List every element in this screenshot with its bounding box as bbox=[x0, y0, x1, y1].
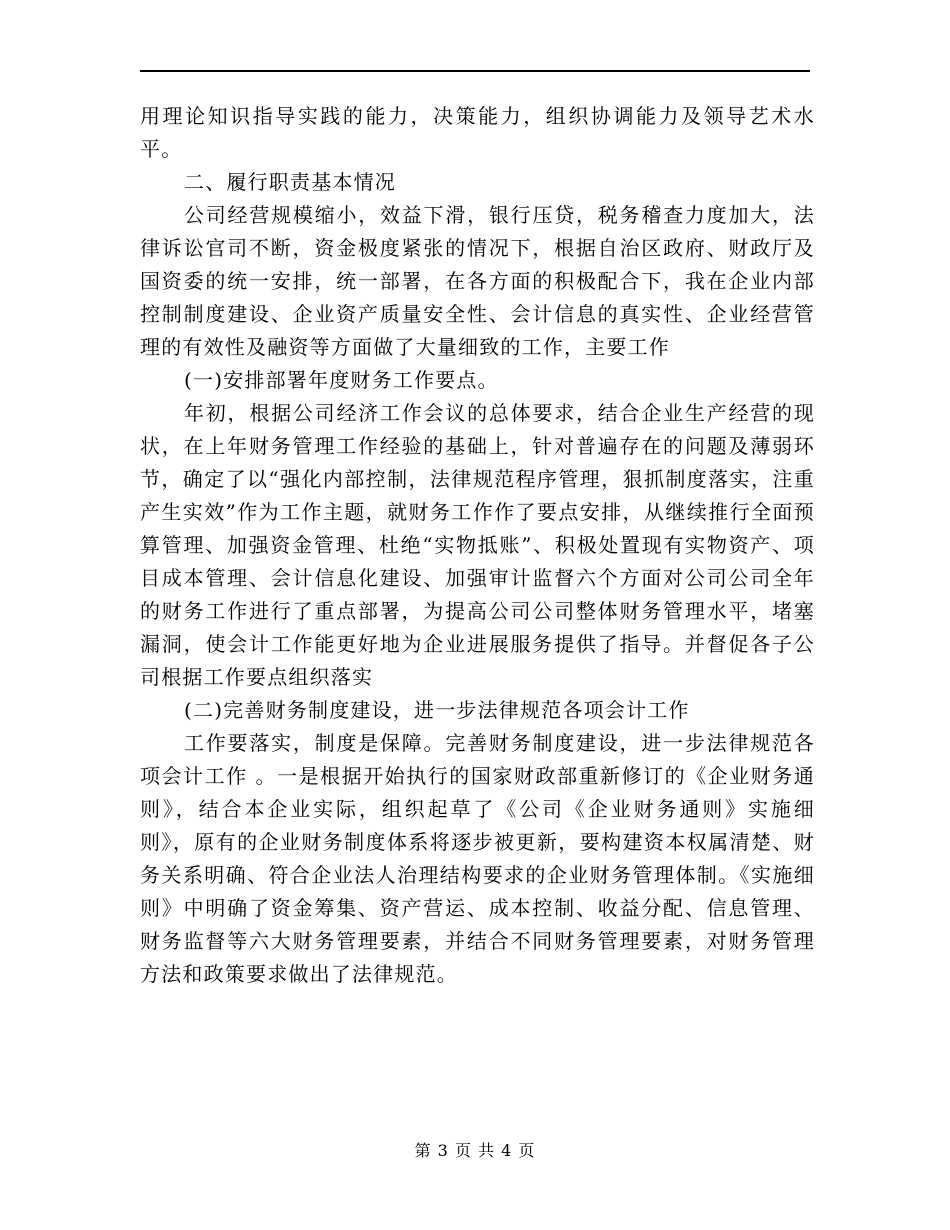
paragraph: 工作要落实，制度是保障。完善财务制度建设，进一步法律规范各项会计工作 。一是根据开始执行的国家财政部重新修订的《企业财务通则》，结合本企业实际，组织起草了《公司《企业财务通则》实施细则》，原有的企业财务制度体系将逐步被更新，要构建资本权属清楚、财务关系明确、符合企业法人治理结构要求的企业财务管理体制。《实施细则》中明确了资金筹集、资产营运、成本控制、收益分配、信息管理、财务监督等六大财务管理要素，并结合不同财务管理要素，对财务管理方法和政策要求做出了法律规范。 bbox=[140, 731, 815, 986]
paragraph-continuation: 用理论知识指导实践的能力，决策能力，组织协调能力及领导艺术水平。 bbox=[140, 104, 815, 161]
header-rule bbox=[140, 70, 810, 72]
paragraph: 公司经营规模缩小，效益下滑，银行压贷，税务稽查力度加大，法律诉讼官司不断，资金极度紧张的情况下，根据自治区政府、财政厅及国资委的统一安排，统一部署，在各方面的积极配合下，我在企业内部控制制度建设、企业资产质量安全性、会计信息的真实性、企业经营管理的有效性及融资等方面做了大量细致的工作，主要工作 bbox=[140, 203, 815, 359]
subsection-heading: (一)安排部署年度财务工作要点。 bbox=[184, 368, 499, 392]
document-body bbox=[140, 100, 815, 991]
page-number: 第 3 页 共 4 页 bbox=[414, 1141, 536, 1160]
paragraph: 年初，根据公司经济工作会议的总体要求，结合企业生产经营的现状，在上年财务管理工作经验的基础上，针对普遍存在的问题及薄弱环节，确定了以“强化内部控制，法律规范程序管理，狠抓制度落实，注重产生实效”作为工作主题，就财务工作作了要点安排，从继续推行全面预算管理、加强资金管理、杜绝“实物抵账”、积极处置现有实物资产、项目成本管理、会计信息化建设、加强审计监督六个方面对公司公司全年的财务工作进行了重点部署，为提高公司公司整体财务管理水平，堵塞漏洞，使会计工作能更好地为企业进展服务提供了指导。并督促各子公司根据工作要点组织落实 bbox=[140, 401, 815, 689]
subsection-heading: (二)完善财务制度建设，进一步法律规范各项会计工作 bbox=[184, 698, 690, 722]
section-heading: 二、履行职责基本情况 bbox=[184, 170, 396, 194]
